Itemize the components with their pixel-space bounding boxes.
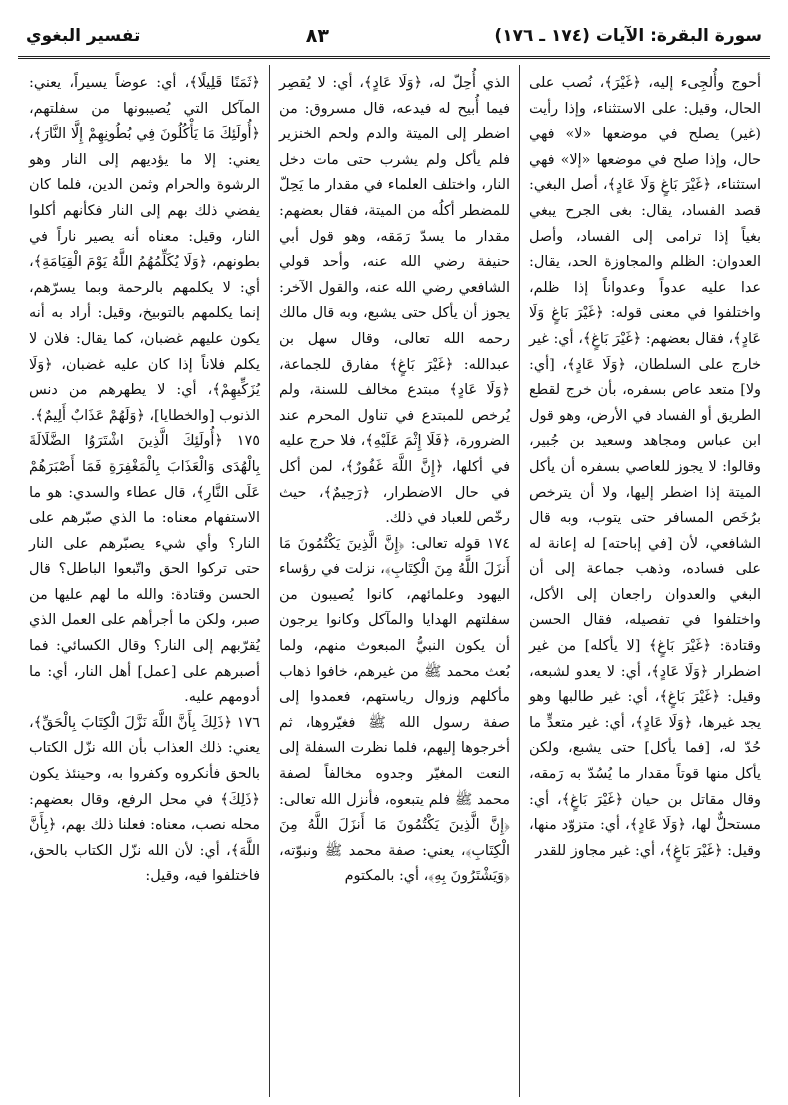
paragraph: ١٧٦ ﴿ذَلِكَ بِأَنَّ اللَّهَ نَزَّلَ الْكِتَابَ بِالْحَقِّ﴾، يعني: ذلك العذاب بأن الله نزّل الكتاب بالحق فأنكروه وكفروا به، وحينئذ يكون ﴿ذَلِكَ﴾ في محل الرفع، وقال بعضهم: محله نصب، معناه: فعلنا ذلك بهم، ﴿بِأَنَّ اللَّهَ﴾، أي: لأن الله نزّل الكتاب بالحق، فاختلفوا فيه، وقيل: bbox=[29, 714, 260, 885]
paragraph: أحوج وأُلجِىء إليه، ﴿غَيْرَ﴾، نُصب على الحال، وقيل: على الاستثناء، وإذا رأيت (غير) يصلح في موضعها «لا» فهي حال، وإذا صلح في موضعها «إلا» فهي استثناء، ﴿غَيْرَ بَاغٍ وَلَا عَادٍ﴾، أصل البغي: قصد الفساد، يقال: بغى الجرح يبغي بغياً إذا ترامى إلى الفساد، وأصل العدوان: الظلم والمجاوزة الحد، يقال: عدا عليه عدواً وعدواناً إذا ظلم، واختلفوا في معنى قوله: ﴿غَيْرَ بَاغٍ وَلَا عَادٍ﴾، فقال بعضهم: ﴿غَيْرَ بَاغٍ﴾، أي: غير خارج على السلطان، ﴿وَلَا عَادٍ﴾، [أي: ولا] متعد عاص بسفره، بأن خرج لقطع الطريق أو الفساد في الأرض، وهو قول ابن عباس ومجاهد وسعيد بن جُبير، وقالوا: لا يجوز للعاصي بسفره أن يأكل الميتة إذا اضطر إليها، ولا أن يترخص برُخَص المسافر حتى يتوب، وبه قال الشافعي، لأن [في إباحته] له إعانة له على فساده، وذهب جماعة إلى أن البغي والعدوان راجعان إلى الأكل، واختلفوا في تفصيله، فقال الحسن وقتادة: ﴿غَيْرَ بَاغٍ﴾ [لا يأكله] من غير اضطرار ﴿وَلَا عَادٍ﴾، أي: لا يعدو لشبعه، وقيل: ﴿غَيْرَ بَاغٍ﴾، أي: غير طالبها وهو يجد غيرها، ﴿وَلَا عَادٍ﴾، أي: غير متعدٍّ ما حُدّ له، [فما يأكل] حتى يشبع، ولكن يأكل منها قوتاً مقدار ما يُسُدّ به رَمقه، وقال مقاتل بن حيان ﴿غَيْرَ بَاغٍ﴾، أي: مستحلٌّ لها، ﴿وَلَا عَادٍ﴾، أي: متزوّد منها، وقيل: ﴿غَيْرَ بَاغٍ﴾، أي: غير مجاوز للقدر bbox=[529, 75, 761, 859]
surah-title: سورة البقرة: الآيات (١٧٤ ـ ١٧٦) bbox=[494, 26, 762, 46]
column-right bbox=[520, 65, 770, 1097]
paragraph: ١٧٥ ﴿أُولَئِكَ الَّذِينَ اشْتَرَوُا الضَّلَالَةَ بِالْهُدَى وَالْعَذَابَ بِالْمَغْفِرَةِ فَمَا أَصْبَرَهُمْ عَلَى النَّارِ﴾، قال عطاء والسدي: هو ما الاستفهام معناه: ما الذي صبّرهم على النار؟ وأي شيء يصبّرهم على النار حتى تركوا الحق واتّبعوا الباطل؟ قال الحسن وقتادة: والله ما لهم عليها من صبر، ولكن ما أجرأهم على العمل الذي يُقرّبهم إلى النار؟ وقال الكسائي: فما أصبرهم على [عمل] أهل النار، أي: ما أدومهم عليه. bbox=[29, 433, 260, 706]
text-columns bbox=[18, 65, 770, 1097]
paragraph: الذي أُحِلّ له، ﴿وَلَا عَادٍ﴾، أي: لا يُقصِر فيما أُبيح له فيدعه، قال مسروق: من اضطر إلى الميتة والدم ولحم الخنزير فلم يأكل ولم يشرب حتى مات دخل النار، واختلف العلماء في مقدار ما يَحِلّ للمضطر أكلُه من الميتة، فقال بعضهم: مقدار ما يسدّ رَمَقه، وهو قول أبي حنيفة رضي الله عنه، وأحد قولي الشافعي رضي الله عنه، والقول الآخر: يجوز أن يأكل حتى يشبع، وبه قال مالك رحمه الله تعالى، وقال سهل بن عبدالله: ﴿غَيْرَ بَاغٍ﴾ مفارق للجماعة، ﴿وَلَا عَادٍ﴾ مبتدع مخالف للسنة، ولم يُرخص للمبتدع في تناول المحرم عند الضرورة، ﴿فَلَا إِثْمَ عَلَيْهِ﴾، فلا حرج عليه في أكلها، ﴿إِنَّ اللَّهَ غَفُورٌ﴾، لمن أكل في حال الاضطرار، ﴿رَحِيمٌ﴾، حيث رخّص للعباد في ذلك. bbox=[279, 75, 510, 527]
paragraph: ١٧٤ قوله تعالى: ﴿إِنَّ الَّذِينَ يَكْتُمُونَ مَا أَنزَلَ اللَّهُ مِنَ الْكِتَابِ﴾، نزلت في رؤساء اليهود وعلمائهم، كانوا يُصيبون من سفلتهم الهدايا والمآكل وكانوا يرجون أن يكون النبيُّ المبعوث منهم، ولما بُعث محمد ﷺ من غيرهم، خافوا ذهاب مأكلهم وزوال رياستهم، فعمدوا إلى صفة رسول الله ﷺ فغيّروها، ثم أخرجوها إليهم، فلما نظرت السفلة إلى النعت المغيّر وجدوه مخالفاً لصفة محمد ﷺ فلم يتبعوه، فأنزل الله تعالى: ﴿إِنَّ الَّذِينَ يَكْتُمُونَ مَا أَنزَلَ اللَّهُ مِنَ الْكِتَابِ﴾، يعني: صفة محمد ﷺ ونبوّته، ﴿وَيَشْتَرُونَ بِهِ﴾، أي: بالمكتوم bbox=[279, 535, 510, 885]
book-title: تفسير البغوي bbox=[26, 26, 141, 46]
paragraph: ﴿ثَمَنًا قَلِيلًا﴾، أي: عوضاً يسيراً، يعني: المآكل التي يُصيبونها من سفلتهم، ﴿أُولَئِكَ مَا يَأْكُلُونَ فِي بُطُونِهِمْ إِلَّا النَّارَ﴾، يعني: إلا ما يؤديهم إلى النار وهو الرشوة والحرام وثمن الدين، فلما كان يفضي ذلك بهم إلى النار فكأنهم أكلوا النار، وقيل: معناه أنه يصير ناراً في بطونهم، ﴿وَلَا يُكَلِّمُهُمُ اللَّهُ يَوْمَ الْقِيَامَةِ﴾، أي: لا يكلمهم بالرحمة وبما يسرّهم، إنما يكلمهم بالتوبيخ، وقيل: أراد به أنه يكون عليهم غضبان، كما يقال: فلان لا يكلم فلاناً إذا كان عليه غضبان، ﴿وَلَا يُزَكِّيهِمْ﴾، أي: لا يطهرهم من دنس الذنوب [والخطايا]، ﴿وَلَهُمْ عَذَابٌ أَلِيمٌ﴾. bbox=[29, 75, 260, 424]
column-middle bbox=[270, 65, 520, 1097]
page-header bbox=[18, 16, 770, 59]
column-left bbox=[20, 65, 270, 1097]
page-number: ٨٣ bbox=[305, 25, 329, 47]
